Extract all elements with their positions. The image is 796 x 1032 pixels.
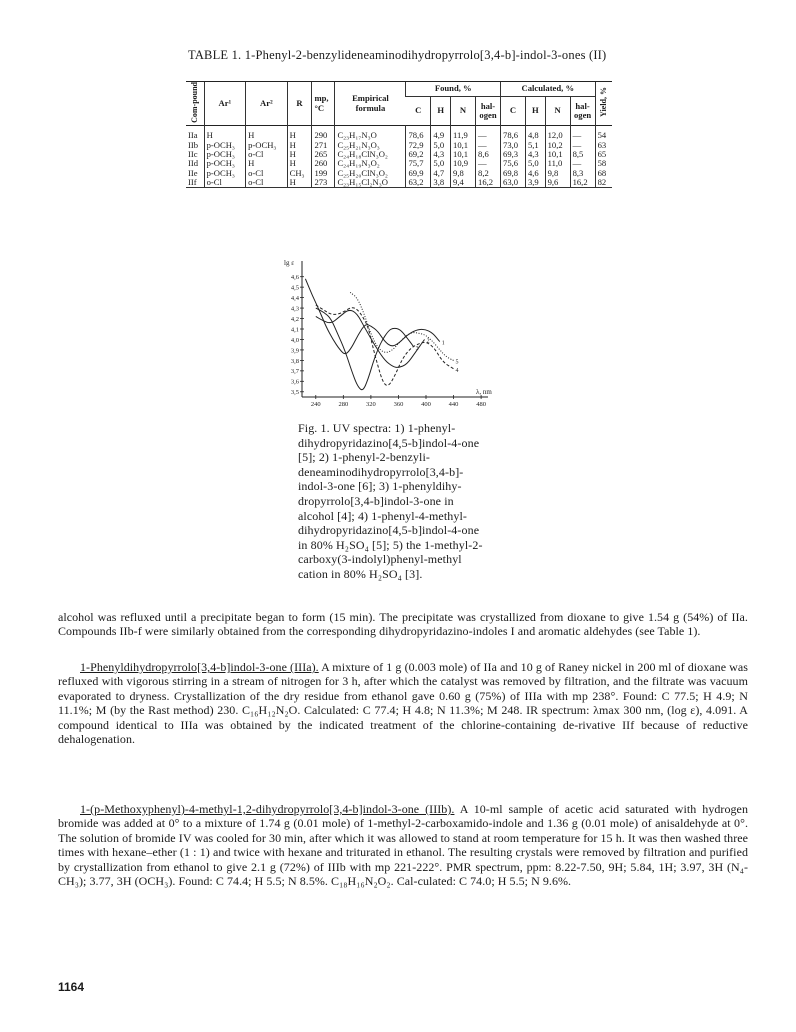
series-5-line xyxy=(350,292,453,360)
paragraph-3-heading: 1-(p-Methoxyphenyl)-4-methyl-1,2-dihydropyrrolo[3,4-b]indol-3-one (IIIb). xyxy=(80,802,455,816)
col-found: Found, % xyxy=(406,82,501,97)
table-cell-formula: C₂₄H₁₈ClN₃O₂ xyxy=(335,150,406,159)
table-cell-cn: 9,6 xyxy=(545,178,570,188)
table-cell-compound: IIa xyxy=(188,130,198,141)
table-cell-ar2: H xyxy=(246,159,288,168)
table-cell-compound: IId xyxy=(188,158,199,169)
table-cell-yield: 54 xyxy=(595,126,612,141)
table-row xyxy=(186,126,612,141)
x-tick-label: 400 xyxy=(421,401,431,408)
table-cell-mp: 260 xyxy=(312,159,335,168)
table-cell-fc: 69,9 xyxy=(406,169,431,178)
table-cell-yield: 68 xyxy=(595,169,612,178)
col-found-n: N xyxy=(451,97,476,126)
table-cell-cc: 75,6 xyxy=(501,159,526,168)
table-cell-fc: 72,9 xyxy=(406,141,431,150)
y-axis-label: lg ε xyxy=(284,259,295,267)
x-tick-label: 360 xyxy=(393,401,404,408)
table-cell-formula: C₂₅H₂₀ClN₃O₂ xyxy=(335,169,406,178)
table-cell-fn: 9,4 xyxy=(451,178,476,188)
table-cell-mp: 271 xyxy=(312,141,335,150)
table-cell-mp: 290 xyxy=(312,126,335,141)
col-found-h: H xyxy=(431,97,451,126)
table-cell-fx: — xyxy=(476,141,501,150)
table-cell-cx: — xyxy=(570,141,595,150)
x-tick-label: 440 xyxy=(448,401,459,408)
table-cell-fc: 78,6 xyxy=(406,126,431,141)
y-tick-label: 3,7 xyxy=(290,368,299,376)
series-5-label: 5 xyxy=(455,359,459,366)
table-cell-mp: 265 xyxy=(312,150,335,159)
table-cell-cx: — xyxy=(570,159,595,168)
table-cell-ar2: o-Cl xyxy=(246,169,288,178)
y-tick-label: 4,4 xyxy=(290,295,299,303)
table-cell-fh: 5,0 xyxy=(431,141,451,150)
table-cell-fn: 9,8 xyxy=(451,169,476,178)
series-2-label: 2 xyxy=(426,338,430,345)
table-cell-fc: 63,2 xyxy=(406,178,431,188)
series-3-label: 3 xyxy=(415,345,419,352)
table-cell-ar1: p-OCH₃ xyxy=(204,169,246,178)
table-cell-fh: 3,8 xyxy=(431,178,451,188)
table-cell-cc: 78,6 xyxy=(501,126,526,141)
y-tick-label: 3,9 xyxy=(290,347,299,355)
table-cell-ar1: p-OCH₃ xyxy=(204,159,246,168)
table-cell-r: H xyxy=(287,126,312,141)
y-tick-label: 3,6 xyxy=(290,378,299,386)
col-r: R xyxy=(287,82,312,126)
table-cell-cx: 16,2 xyxy=(570,178,595,188)
table-cell-cc: 73,0 xyxy=(501,141,526,150)
table-cell-cx: 8,3 xyxy=(570,169,595,178)
series-1-label: 1 xyxy=(441,340,445,347)
table-cell-fh: 5,0 xyxy=(431,159,451,168)
table-cell-r: CH₃ xyxy=(287,169,312,178)
table-cell-fn: 11,9 xyxy=(451,126,476,141)
col-formula: Empirical formula xyxy=(335,82,406,126)
table-cell-formula: C₂₃H₁₅Cl₂N₃O xyxy=(335,178,406,188)
table-cell-fn: 10,1 xyxy=(451,141,476,150)
table-cell-fx: — xyxy=(476,126,501,141)
table-cell-r: H xyxy=(287,159,312,168)
x-tick-label: 480 xyxy=(476,401,486,408)
table-cell-yield: 65 xyxy=(595,150,612,159)
table-cell-cn: 12,0 xyxy=(545,126,570,141)
x-tick-label: 280 xyxy=(338,401,349,408)
table-cell-r: H xyxy=(287,150,312,159)
table-cell-ar2: p-OCH₃ xyxy=(246,141,288,150)
table-cell-ch: 3,9 xyxy=(525,178,545,188)
col-mp: mp, °C xyxy=(312,82,335,126)
table-cell-ar2: H xyxy=(246,126,288,141)
table-cell-fh: 4,7 xyxy=(431,169,451,178)
table-cell-yield: 58 xyxy=(595,159,612,168)
page-number: 1164 xyxy=(58,980,85,994)
uv-spectra-svg xyxy=(280,255,500,420)
table-cell-fx: 8,6 xyxy=(476,150,501,159)
table-cell-compound: IIe xyxy=(188,167,198,178)
col-calc-halogen: hal-ogen xyxy=(570,97,595,126)
paragraph-2-body: A mixture of 1 g (0.003 mole) of IIa and 10 g of Raney nickel in 200 ml of dioxane was refluxed with vigorous stirring in a stream of nitrogen for 3 h, after which the catalyst was removed by filtration, and the filtrate was vacuum evaporated to dryness. Crystallization of the dry residue from ethanol gave 0.60 g (75%) of IIIa with mp 238°. Found: C 77.5; H 4.9; N 11.1%; M (by the Rast method) 230. C₁₆H₁₂N₂O. Calculated: C 77.4; H 4.8; N 11.3%; M 248. IR spectrum: λmax 300 nm, (log ε), 4.091. A compound identical to IIIa was obtained by the indicated treatment of the chlorine-containing de-rivative IIf because of reductive dehalogenation. xyxy=(58,660,748,747)
table-cell-ar1: p-OCH₃ xyxy=(204,150,246,159)
table-cell-fc: 69,2 xyxy=(406,150,431,159)
compound-table xyxy=(186,81,612,188)
table-cell-fh: 4,9 xyxy=(431,126,451,141)
table-cell-fn: 10,9 xyxy=(451,159,476,168)
chart-labels xyxy=(284,259,492,408)
table-cell-yield: 63 xyxy=(595,141,612,150)
table-cell-cn: 11,0 xyxy=(545,159,570,168)
col-compound: Com-pound xyxy=(186,82,204,126)
table-cell-ch: 4,6 xyxy=(525,169,545,178)
figure-caption: Fig. 1. UV spectra: 1) 1-phenyl-dihydropyridazino[4,5-b]indol-4-one [5]; 2) 1-phenyl-2-benzyli-deneaminodihydropyrrolo[3,4-b]-indol-3-one [6]; 3) 1-phenyldihy-dropyrrolo[3,4-b]indol-3-one in alcohol [4]; 4) 1-phenyl-4-methyl-dihydropyridazino[4,5-b]indol-4-one in 80% H₂SO₄ [5]; 5) the 1-methyl-2-carboxy(3-indolyl)phenyl-methyl cation in 80% H₂SO₄ [3]. xyxy=(298,421,483,581)
series-4-label: 4 xyxy=(455,367,459,374)
paragraph-2 xyxy=(58,660,748,746)
table-cell-cn: 10,2 xyxy=(545,141,570,150)
table-cell-compound: IIf xyxy=(188,177,197,188)
table-cell-formula: C₂₄H₁₉N₃O₂ xyxy=(335,159,406,168)
table-cell-mp: 273 xyxy=(312,178,335,188)
table-cell-ar1: H xyxy=(204,126,246,141)
y-tick-label: 3,8 xyxy=(290,357,299,365)
table-cell-fn: 10,1 xyxy=(451,150,476,159)
paragraph-3 xyxy=(58,802,748,888)
table-cell-ch: 5,0 xyxy=(525,159,545,168)
chart-series xyxy=(305,279,453,390)
table-cell-fc: 75,7 xyxy=(406,159,431,168)
table-cell-fx: 8,2 xyxy=(476,169,501,178)
table-body xyxy=(186,126,612,188)
table-cell-r: H xyxy=(287,178,312,188)
table-cell-ar2: o-Cl xyxy=(246,178,288,188)
table-cell-ar1: o-Cl xyxy=(204,178,246,188)
table-cell-ch: 5,1 xyxy=(525,141,545,150)
table-cell-cn: 10,1 xyxy=(545,150,570,159)
table-cell-fh: 4,3 xyxy=(431,150,451,159)
col-yield: Yield, % xyxy=(595,82,612,126)
table-cell-ar2: o-Cl xyxy=(246,150,288,159)
table-cell-r: H xyxy=(287,141,312,150)
table-cell-cx: — xyxy=(570,126,595,141)
table-cell-cc: 63,0 xyxy=(501,178,526,188)
y-tick-label: 4,0 xyxy=(290,336,299,344)
x-tick-label: 240 xyxy=(310,401,321,408)
table-title: TABLE 1. 1-Phenyl-2-benzylideneaminodihydropyrrolo[3,4-b]-indol-3-ones (II) xyxy=(188,48,607,62)
col-ar1: Ar¹ xyxy=(204,82,246,126)
col-found-halogen: hal-ogen xyxy=(476,97,501,126)
table-cell-cn: 9,8 xyxy=(545,169,570,178)
y-tick-label: 4,2 xyxy=(290,315,299,323)
col-calc-h: H xyxy=(525,97,545,126)
table-cell-ar1: p-OCH₃ xyxy=(204,141,246,150)
col-calc-c: C xyxy=(501,97,526,126)
paragraph-2-heading: 1-Phenyldihydropyrrolo[3,4-b]indol-3-one (IIIa). xyxy=(80,660,319,674)
paragraph-3-body: A 10-ml sample of acetic acid saturated with hydrogen bromide was added at 0° to a mixture of 1.74 g (0.01 mole) of 1-methyl-2-carboxamido-indole and 1.36 g (0.01 mole) of anisaldehyde at 0°. The solution of bromide IV was cooled for 30 min, after which it was allowed to stand at room temperature for 15 h. It was then washed three times with hexane–ether (1 : 1) and twice with hexane and triturated in ethanol. The resulting crystals were removed by filtration and purified by crystallization from ethanol to give 2.1 g (72%) of IIIb with mp 221-222°. PMR spectrum, ppm: 8.22-7.50, 9H; 5.84, 1H; 3.97, 3H (N₄-CH₃); 3.77, 3H (OCH₃). Found: C 74.4; H 5.5; N 8.5%. C₁₈H₁₆N₂O₂. Cal-culated: C 74.0; H 5.5; N 9.6%. xyxy=(58,802,748,889)
y-tick-label: 4,5 xyxy=(290,284,299,292)
series-3-line xyxy=(316,308,414,390)
table-row xyxy=(186,178,612,188)
col-calc-n: N xyxy=(545,97,570,126)
x-tick-label: 320 xyxy=(366,401,376,408)
x-axis-label: λ, nm xyxy=(476,388,492,396)
table-cell-ch: 4,3 xyxy=(525,150,545,159)
table-cell-cc: 69,3 xyxy=(501,150,526,159)
table-cell-formula: C₂₅H₂₁N₃O₃ xyxy=(335,141,406,150)
y-tick-label: 4,6 xyxy=(290,274,299,282)
table-cell-formula: C₂₃H₁₇N₃O xyxy=(335,126,406,141)
y-tick-label: 4,1 xyxy=(290,326,299,334)
y-tick-label: 3,5 xyxy=(290,389,299,397)
col-calculated: Calculated, % xyxy=(501,82,596,97)
table-cell-fx: — xyxy=(476,159,501,168)
uv-spectra-chart xyxy=(280,255,500,420)
table-cell-yield: 82 xyxy=(595,178,612,188)
col-found-c: C xyxy=(406,97,431,126)
table-cell-compound: IIb xyxy=(188,139,199,150)
table-cell-ch: 4,8 xyxy=(525,126,545,141)
table-cell-cx: 8,5 xyxy=(570,150,595,159)
y-tick-label: 4,3 xyxy=(290,305,299,313)
table-cell-fx: 16,2 xyxy=(476,178,501,188)
col-ar2: Ar² xyxy=(246,82,288,126)
table-cell-cc: 69,8 xyxy=(501,169,526,178)
paragraph-1: alcohol was refluxed until a precipitate began to form (15 min). The precipitate was crystallized from dioxane to give 1.54 g (54%) of IIa. Compounds IIb-f were similarly obtained from the corresponding dihydropyridazino-indoles I and aromatic aldehydes (see Table 1). xyxy=(58,610,748,639)
table-cell-mp: 199 xyxy=(312,169,335,178)
table-cell-compound: IIc xyxy=(188,148,198,159)
